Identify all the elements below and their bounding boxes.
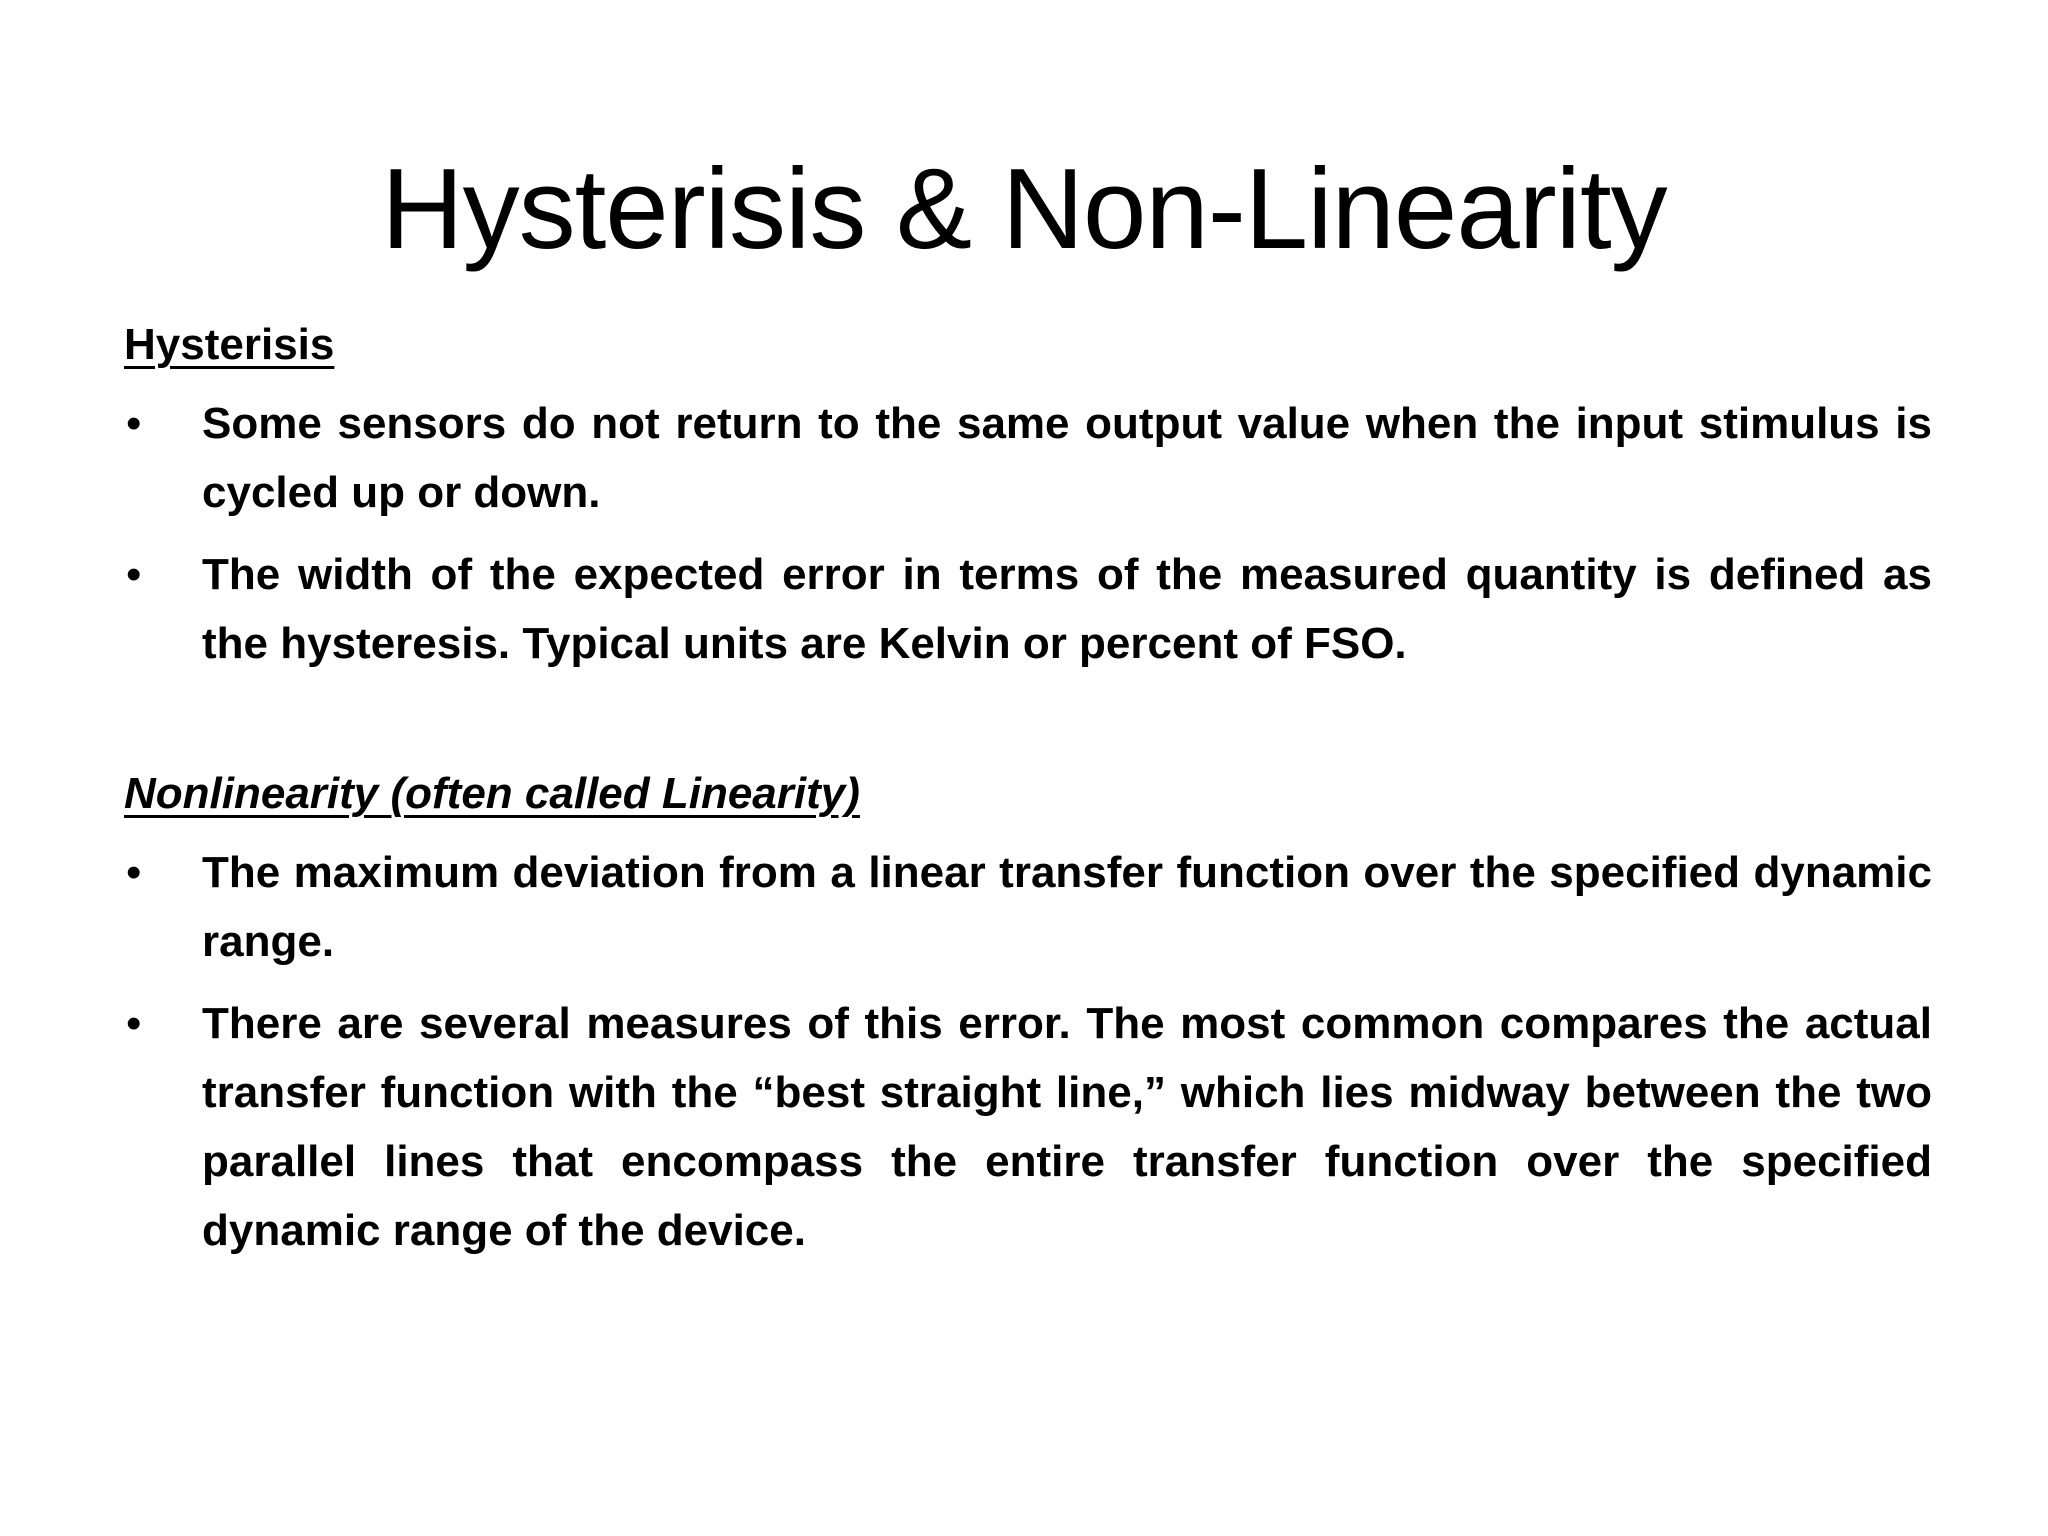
bullet-text: The maximum deviation from a linear transfer function over the specified dynamic range. (202, 848, 1932, 966)
bullet-text: The width of the expected error in terms of the measured quantity is defined as the hysteresis. Typical units are Kelvin or percent of FSO. (202, 550, 1932, 668)
bullet-icon: • (126, 399, 142, 448)
section-heading-hysterisis: Hysterisis (124, 320, 335, 369)
bullet-icon: • (126, 550, 142, 599)
bullet-icon: • (126, 999, 142, 1048)
list-item (124, 389, 1932, 527)
section-nonlinearity (124, 759, 1932, 1265)
list-item (124, 838, 1932, 976)
slide-title: Hysterisis & Non-Linearity (381, 146, 1667, 273)
bullet-icon: • (126, 848, 142, 897)
bullet-list-nonlinearity (124, 838, 1932, 1265)
bullet-list-hysterisis (124, 389, 1932, 678)
section-spacer (124, 691, 1932, 759)
bullet-text: There are several measures of this error. The most common compares the actual transfer function with the “best straight line,” which lies midway between the two parallel lines that encompass the entire transfer function over the specified dynamic range of the device. (202, 999, 1932, 1255)
section-hysterisis (124, 310, 1932, 678)
list-item (124, 989, 1932, 1265)
list-item (124, 540, 1932, 678)
slide-content (124, 310, 1932, 1278)
bullet-text: Some sensors do not return to the same output value when the input stimulus is cycled up or down. (202, 399, 1932, 517)
section-heading-nonlinearity: Nonlinearity (often called Linearity) (124, 769, 860, 818)
